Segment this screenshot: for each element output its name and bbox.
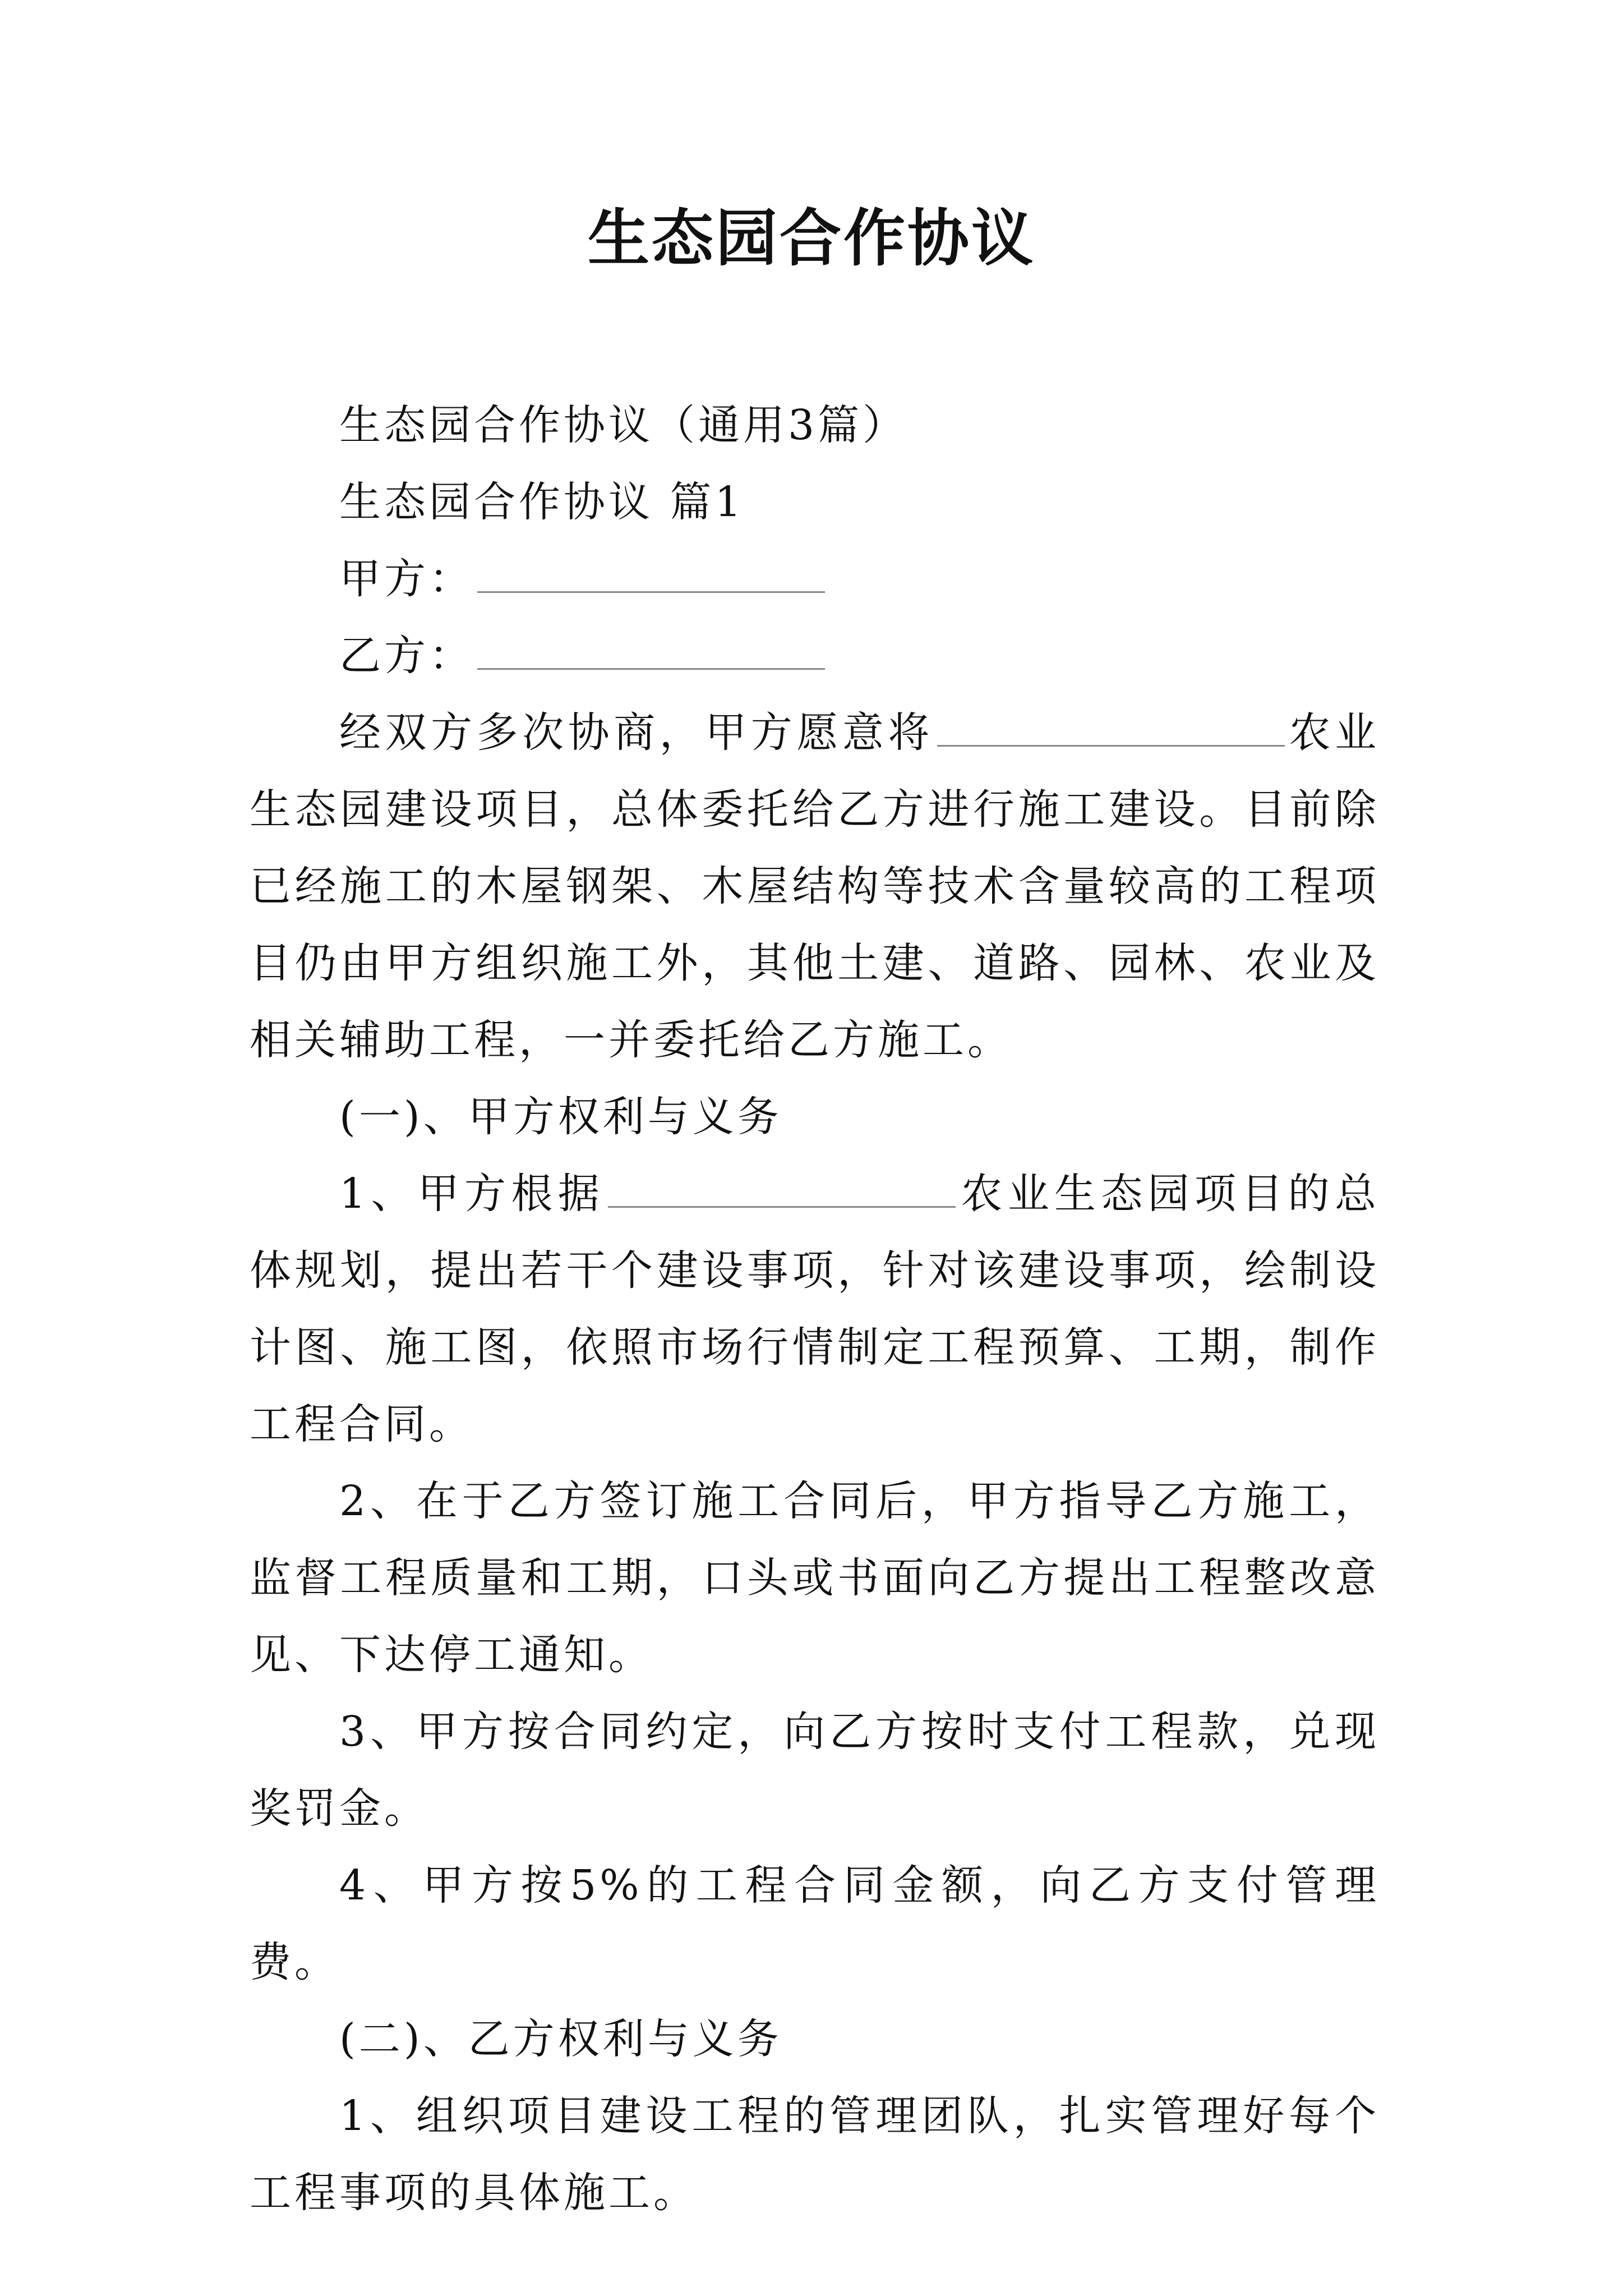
part1-heading: (一)、甲方权利与义务 xyxy=(339,1093,782,1141)
party-a-blank xyxy=(477,558,825,593)
party-a-clause-3: 3、甲方按合同约定，向乙方按时支付工程款，兑现奖罚金。 xyxy=(250,1708,1380,1833)
project-name-blank xyxy=(937,711,1285,747)
document-title: 生态园合作协议 xyxy=(588,202,1035,274)
party-b-clause-1: 1、组织项目建设工程的管理团队，扎实管理好每个工程事项的具体施工。 xyxy=(250,2092,1380,2217)
party-a-line xyxy=(250,541,1380,618)
party-a-clause-2: 2、在于乙方签订施工合同后，甲方指导乙方施工，监督工程质量和工期，口头或书面向乙方提出工程整改意见、下达停工通知。 xyxy=(250,1477,1380,1679)
clause-1-blank xyxy=(608,1172,956,1208)
party-b-blank xyxy=(477,634,825,670)
document-body xyxy=(250,387,1380,2231)
party-b-line xyxy=(250,618,1380,694)
intro-text-end: 农业生态园建设项目，总体委托给乙方进行施工建设。目前除已经施工的木屋钢架、木屋结构等技术含量较高的工程项目仍由甲方组织施工外，其他土建、道路、园林、农业及相关辅助工程，一并委托给乙方施工。 xyxy=(250,708,1380,1064)
party-b-label: 乙方： xyxy=(339,632,474,680)
part2-heading: (二)、乙方权利与义务 xyxy=(339,2015,782,2063)
party-a-clause-1 xyxy=(250,1156,1380,1463)
section-heading: 生态园合作协议 篇1 xyxy=(339,478,745,526)
party-a-clause-4: 4、甲方按5%的工程合同金额，向乙方支付管理费。 xyxy=(250,1861,1380,1986)
intro-paragraph xyxy=(250,694,1380,1079)
document-subtitle: 生态园合作协议（通用3篇） xyxy=(339,401,908,449)
intro-text-start: 经双方多次协商，甲方愿意将 xyxy=(339,708,934,757)
party-a-label: 甲方： xyxy=(339,555,474,603)
clause-1-text-start: 1、甲方根据 xyxy=(339,1170,605,1218)
clause-1-text-end: 农业生态园项目的总体规划，提出若干个建设事项，针对该建设事项，绘制设计图、施工图，依照市场行情制定工程预算、工期，制作工程合同。 xyxy=(250,1170,1380,1448)
